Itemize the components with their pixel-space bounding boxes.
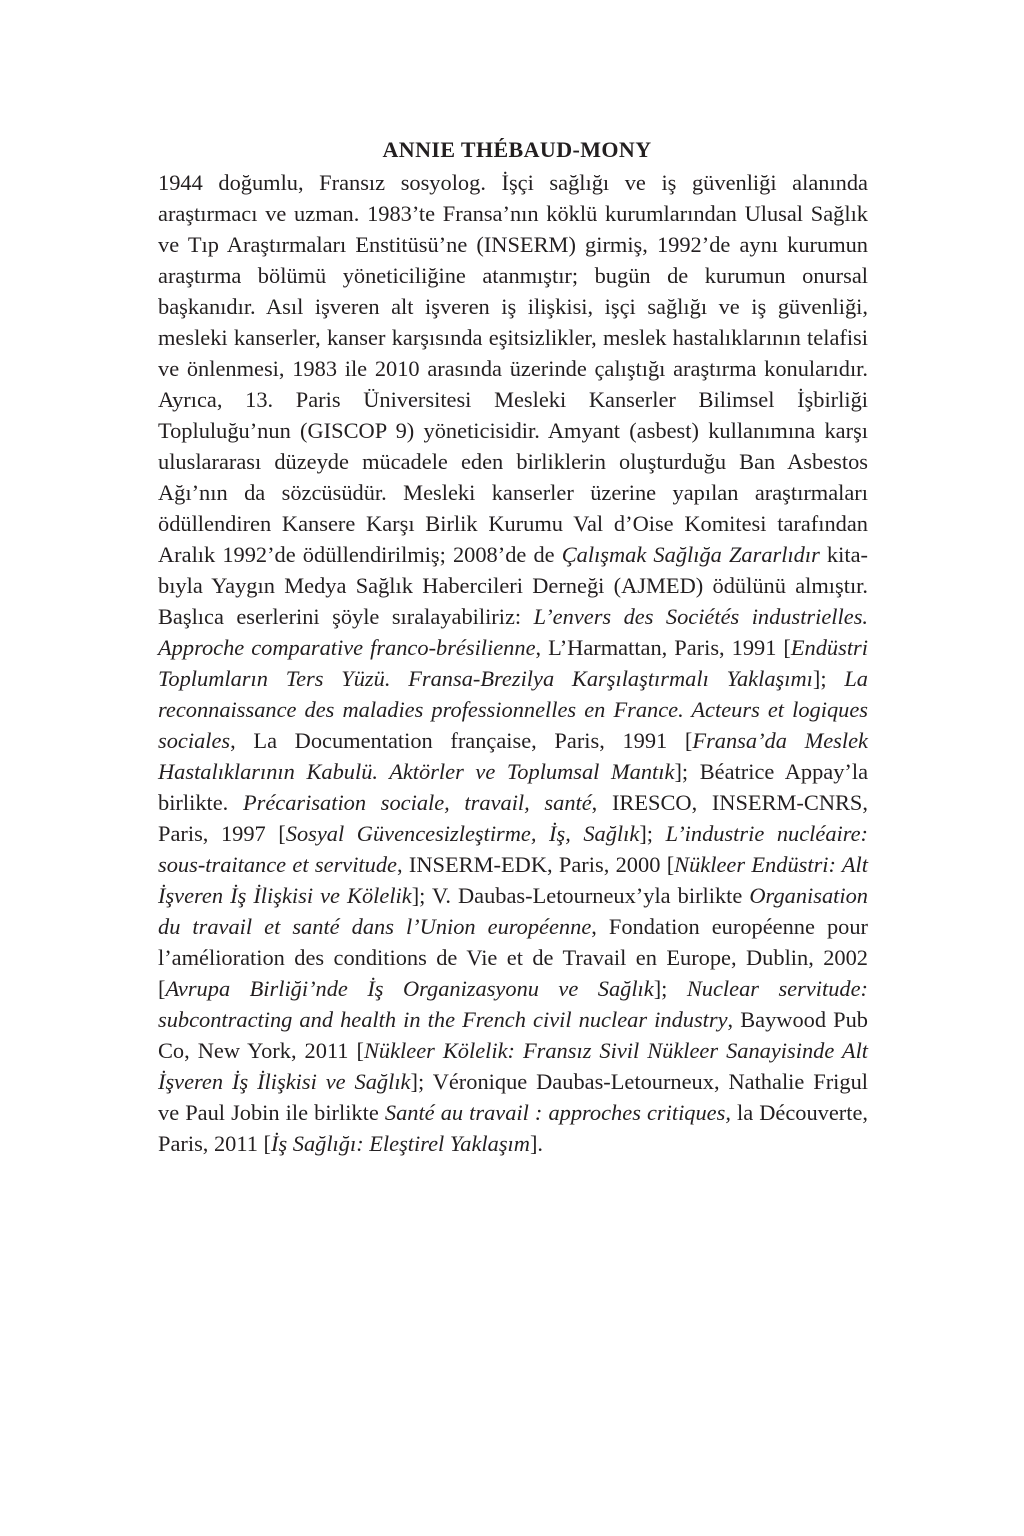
bio-text: , L’Harmattan, Paris, 1991 [	[535, 635, 791, 660]
bio-italic-title: İş Sağlığı: Eleştirel Yaklaşım	[270, 1131, 530, 1156]
bio-italic-title: L’envers des Sociétés industrielles. Approche comparative franco-brésilienne	[158, 604, 868, 660]
bio-italic-title: L’industrie nucléaire: sous-traitance et servitude	[158, 821, 869, 877]
bio-text: , Baywood Pub Co, New York, 2011 [	[158, 1007, 868, 1063]
bio-italic-title: Sosyal Güvencesizleştirme, İş, Sağlık	[285, 821, 640, 846]
biography-paragraph	[158, 167, 868, 1159]
bio-text: 1944 doğumlu, Fransız sosyolog. İşçi sağlığı ve iş güvenliği alanında araştırmacı ve uzman. 1983’te Fransa’nın köklü kurumlarından Ulusal Sağlık ve Tıp Araştırmaları Enstitüsü’ne (INSERM) girmiş, 1992’de aynı kurumun araştırma bölümü yöneticiliğine atanmıştır; bugün de kurumun onursal başkanıdır. Asıl işveren alt işveren iş ilişkisi, işçi sağlığı ve iş güvenliği, mesleki kanserler, kanser karşısında eşitsizlikler, meslek hastalıklarının telafisi ve önlenmesi, 1983 ile 2010 arasında üzerinde çalıştığı araştırma konularıdır. Ayrıca, 13. Paris Üniversitesi Mesleki Kanserler Bilimsel İşbirliği Topluluğu’nun (GISCOP 9) yöneticisidir. Amyant (asbest) kullanımına karşı uluslararası düzeyde mücadele eden birliklerin oluşturduğu Ban Asbestos Ağı’nın da sözcüsüdür. Mesleki kanserler üzerine yapılan araştırmaları ödüllendiren Kansere Karşı Birlik Kurumu Val d’Oise Komitesi tarafından Aralık 1992’de ödüllendirilmiş; 2008’de de	[158, 170, 868, 567]
bio-italic-title: Nuclear servitude: subcontracting and health in the French civil nuclear industry	[158, 976, 868, 1032]
bio-italic-title: Précarisation sociale, travail, santé	[242, 790, 592, 815]
author-heading: ANNIE THÉBAUD-MONY	[382, 137, 652, 162]
bio-text: , IRESCO, INSERM-CNRS, Paris, 1997 [	[158, 790, 868, 846]
bio-text: , La Documentation française, Paris, 1991 [	[230, 728, 693, 753]
bio-text: ].	[529, 1131, 543, 1156]
bio-italic-title: Nükleer Endüstri: Alt İşveren İş İlişkisi ve Kölelik	[158, 852, 868, 908]
bio-italic-title: Avrupa Birliği’nde İş Organizasyonu ve Sağlık	[165, 976, 654, 1001]
bio-text: ];	[812, 666, 845, 691]
bio-italic-title: Santé au travail : approches critiques,	[384, 1100, 731, 1125]
page-content	[158, 135, 868, 1159]
bio-text: ]; V. Daubas-Letourneux’yla birlikte	[411, 883, 750, 908]
bio-text: ];	[653, 976, 687, 1001]
bio-text: ]; Béatrice Appay’la birlikte.	[158, 759, 869, 815]
bio-text: kitabıyla Yaygın Medya Sağlık Habercileri Derneği (AJMED) ödülünü almıştır. Başlıca eserlerini şöyle sıralayabiliriz:	[158, 542, 868, 629]
bio-text: la Découverte, Paris, 2011 [	[158, 1100, 869, 1156]
bio-text: , Fondation européenne pour l’amélioration des conditions de Vie et de Travail en Europe, Dublin, 2002 [	[158, 914, 868, 1001]
bio-italic-title: Çalışmak Sağlığa Zararlıdır	[561, 542, 820, 567]
bio-italic-title: La reconnaissance des maladies professionnelles en France. Acteurs et logiques sociales	[158, 666, 868, 753]
bio-italic-title: Organisation du travail et santé dans l’Union européenne	[158, 883, 868, 939]
bio-italic-title: Endüstri Toplumların Ters Yüzü. Fransa-Brezilya Karşılaştırmalı Yaklaşımı	[158, 635, 868, 691]
bio-italic-title: Fransa’da Meslek Hastalıklarının Kabulü. Aktörler ve Toplumsal Mantık	[158, 728, 868, 784]
bio-text: ]; Véronique Daubas-Letourneux, Nathalie Frigul ve Paul Jobin ile birlikte	[158, 1069, 868, 1125]
bio-text: ];	[639, 821, 666, 846]
bio-italic-title: Nükleer Kölelik: Fransız Sivil Nükleer Sanayisinde Alt İşveren İş İlişkisi ve Sağlık	[158, 1038, 869, 1094]
bio-text: , INSERM-EDK, Paris, 2000 [	[397, 852, 675, 877]
